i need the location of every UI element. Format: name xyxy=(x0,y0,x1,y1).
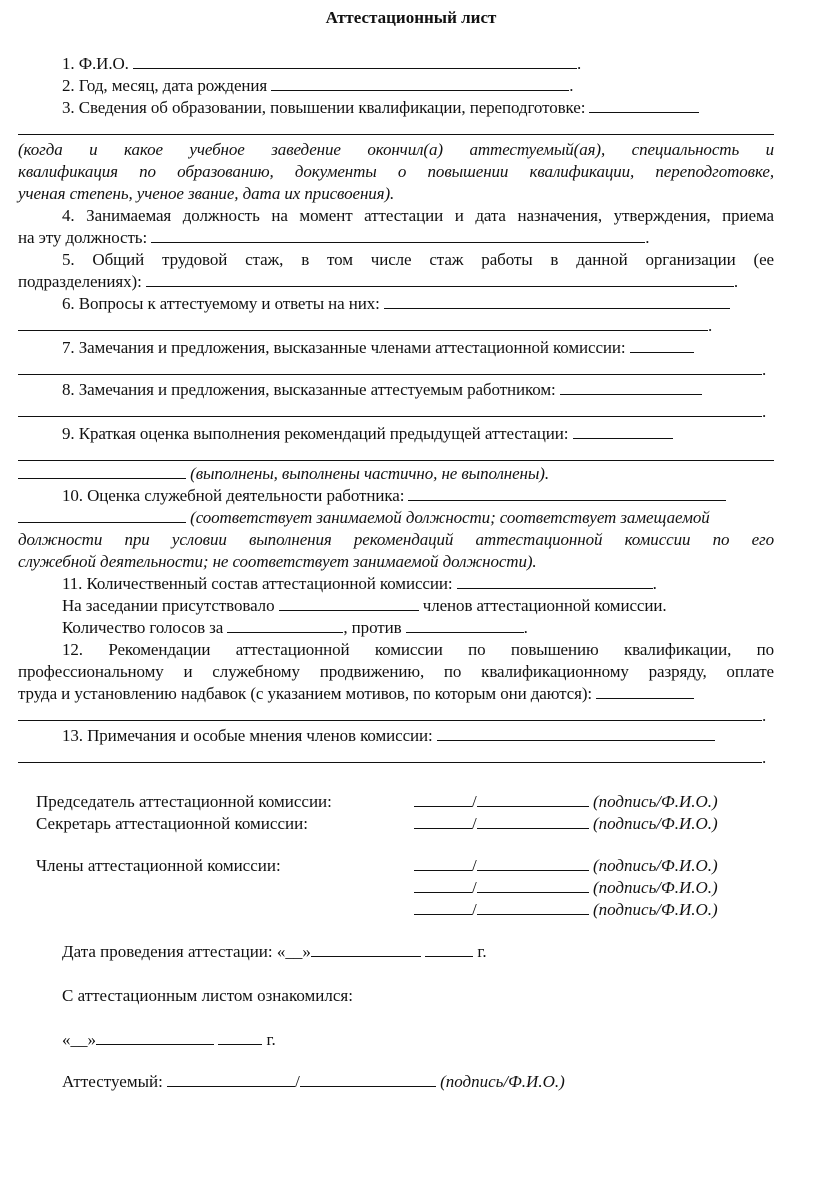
commission-remarks-field[interactable] xyxy=(630,338,694,353)
commission-remarks-line[interactable] xyxy=(18,374,762,375)
item-10 xyxy=(62,486,726,506)
item-3-note-3: ученая степень, ученое звание, дата их присвоения). xyxy=(18,184,395,203)
item-9 xyxy=(62,424,673,444)
attested-slash: / xyxy=(295,1072,300,1091)
attestation-date-label: Дата проведения аттестации: «__» xyxy=(62,942,311,961)
item-4-line-1: 4. Занимаемая должность на момент аттестации и дата назначения, утверждения, приема xyxy=(62,206,774,225)
item-10-label: 10. Оценка служебной деятельности работника: xyxy=(62,486,405,505)
member-3-name-field[interactable] xyxy=(477,900,589,915)
item-12-line-2: профессиональному и служебному продвижению, по квалификационному разряду, оплате xyxy=(18,662,774,681)
recommendations-line[interactable] xyxy=(18,720,762,721)
item-9-note-line xyxy=(18,464,549,484)
attested-sign-field[interactable] xyxy=(167,1072,295,1087)
commission-size-field[interactable] xyxy=(457,574,653,589)
acquainted-year-field[interactable] xyxy=(218,1030,262,1045)
attested-signature xyxy=(62,1072,565,1092)
item-2: 2. Год, месяц, дата рождения . xyxy=(62,76,574,95)
attestation-sheet: Аттестационный лист 1. Ф.И.О. . 2. Год, месяц, дата рождения . 3. Сведения об образовании, повышении квалификации, переподготовке: (когда и какое учебное заведение окончил(а) аттестуемый(ая), специальность и квалификация по образованию, документы о повышении квалификации, переподготовке, ученая степень, ученое звание, дата их присвоения). 4. Занимаемая должность на момент аттестации и дата назначения, утверждения, приема на эту должность: . 5. Общий трудовой стаж, в том числе стаж работы в данной организации (ее подразделениях): . 6. Вопросы к аттестуемому и ответы на них: . 7. Замечания и предложения, высказанные членами аттестационной комиссии: . 8. Замечания и предложения, высказанные аттестуемым работником: . 9. Краткая оценка выполнения рекомендаций предыдущей аттестации: (выполнены, выполнены частично, не выполнены). 10. Оценка служебной деятельности работника: (соответствует занимаемой должности; соответствует замещаемой должности при условии выполнения рекомендаций аттестационной комиссии по его служебной деятельности; не соответствует занимаемой должности). 11. Количественный состав аттестационной комиссии: . На заседании присутствовало членов аттестационной комиссии. Количество голосов за , против . 12. Рекомендации аттестационной комиссии по повышению квалификации, по профессиональному и служебному продвижению, по квалификационному разряду, оплате труда и установлению надбавок (с указанием мотивов, по которым они даются): . 13. Примечания и особые мнения членов комиссии: . Председатель аттестационной комиссии: / (подпись/Ф.И.О.) Секретарь аттестационной комиссии: / (подпись/Ф.И.О.) Члены аттестационной комиссии: / (подпись/Ф.И.О.) / (подпись/Ф.И.О.) / (подпись/Ф.И.О.) Дата проведения аттестации: «__» г. С аттестационным листом ознакомился: «__» г. Аттестуемый: / (подпись/Ф.И.О.) xyxy=(0,0,822,1200)
performance-assessment-field[interactable] xyxy=(408,486,726,501)
questions-line[interactable] xyxy=(18,330,708,331)
member-1-hint: (подпись/Ф.И.О.) xyxy=(592,856,718,875)
recommendations-field[interactable] xyxy=(596,684,694,699)
member-3-hint: (подпись/Ф.И.О.) xyxy=(592,900,718,919)
chairman-sign-field[interactable] xyxy=(414,792,472,807)
acquainted-quote: «__» xyxy=(62,1030,96,1049)
item-11: 11. Количественный состав аттестационной комиссии: . xyxy=(62,574,657,593)
member-signature-1: / (подпись/Ф.И.О.) xyxy=(414,856,718,876)
item-5-label: подразделениях): xyxy=(18,272,142,291)
notes-field[interactable] xyxy=(437,726,715,741)
member-2-hint: (подпись/Ф.И.О.) xyxy=(592,878,718,897)
member-1-sign-field[interactable] xyxy=(414,856,472,871)
document-title: Аттестационный лист xyxy=(325,8,497,27)
fio-field[interactable] xyxy=(133,54,577,69)
notes-line[interactable] xyxy=(18,762,762,763)
member-1-name-field[interactable] xyxy=(477,856,589,871)
votes-for-field[interactable] xyxy=(227,618,343,633)
employee-remarks-line[interactable] xyxy=(18,416,762,417)
member-3-sign-field[interactable] xyxy=(414,900,472,915)
item-11-label: 11. Количественный состав аттестационной комиссии: xyxy=(62,574,453,593)
item-11-present xyxy=(62,596,667,616)
secretary-label: Секретарь аттестационной комиссии: xyxy=(36,814,308,833)
education-field[interactable] xyxy=(589,98,699,113)
item-7 xyxy=(62,338,694,358)
chairman-hint: (подпись/Ф.И.О.) xyxy=(592,792,718,811)
birth-date-field[interactable] xyxy=(271,76,569,91)
item-8-label: 8. Замечания и предложения, высказанные аттестуемым работником: xyxy=(62,380,556,399)
education-line[interactable] xyxy=(18,134,774,135)
attested-hint: (подпись/Ф.И.О.) xyxy=(440,1072,565,1091)
item-3 xyxy=(62,98,699,118)
votes-for-label: Количество голосов за xyxy=(62,618,224,637)
votes-against-label: , против xyxy=(343,618,402,637)
item-10-note-line-1 xyxy=(18,508,710,528)
member-2-sign-field[interactable] xyxy=(414,878,472,893)
acquainted-label: С аттестационным листом ознакомился: xyxy=(62,986,353,1005)
attested-name-field[interactable] xyxy=(300,1072,436,1087)
item-6-label: 6. Вопросы к аттестуемому и ответы на них: xyxy=(62,294,380,313)
member-signature-2: / (подпись/Ф.И.О.) xyxy=(414,878,718,898)
item-10-note-1: (соответствует занимаемой должности; соответствует замещаемой xyxy=(190,508,710,527)
item-13 xyxy=(62,726,715,746)
attestation-month-field[interactable] xyxy=(311,942,421,957)
position-field[interactable] xyxy=(151,228,645,243)
secretary-signature: / (подпись/Ф.И.О.) xyxy=(414,814,718,834)
item-8 xyxy=(62,380,702,400)
item-9-note: (выполнены, выполнены частично, не выполнены). xyxy=(190,464,550,483)
item-5-line-2: подразделениях): . xyxy=(18,272,739,291)
item-5-line-1: 5. Общий трудовой стаж, в том числе стаж работы в данной организации (ее xyxy=(62,250,774,269)
attested-label: Аттестуемый: xyxy=(62,1072,163,1091)
item-7-label: 7. Замечания и предложения, высказанные членами аттестационной комиссии: xyxy=(62,338,626,357)
item-3-note-1: (когда и какое учебное заведение окончил(а) аттестуемый(ая), специальность и xyxy=(18,140,774,159)
secretary-hint: (подпись/Ф.И.О.) xyxy=(592,814,718,833)
attestation-date xyxy=(62,942,487,962)
present-count-field[interactable] xyxy=(279,596,419,611)
members-label: Члены аттестационной комиссии: xyxy=(36,856,281,875)
present-suffix: членов аттестационной комиссии. xyxy=(422,596,667,615)
member-signature-3: / (подпись/Ф.И.О.) xyxy=(414,900,718,920)
member-2-name-field[interactable] xyxy=(477,878,589,893)
attestation-year-suffix: г. xyxy=(477,942,487,961)
item-13-label: 13. Примечания и особые мнения членов комиссии: xyxy=(62,726,433,745)
item-10-note-3: служебной деятельности; не соответствует занимаемой должности). xyxy=(18,552,537,571)
experience-field[interactable] xyxy=(146,272,734,287)
item-12-label: труда и установлению надбавок (с указанием мотивов, по которым они даются): xyxy=(18,684,593,703)
previous-recommendations-result-field[interactable] xyxy=(18,464,186,479)
item-10-note-2: должности при условии выполнения рекомендаций аттестационной комиссии по его xyxy=(18,530,774,549)
attestation-year-field[interactable] xyxy=(425,942,473,957)
item-4-line-2: на эту должность: . xyxy=(18,228,650,247)
item-2-label: 2. Год, месяц, дата рождения xyxy=(62,76,268,95)
votes-against-field[interactable] xyxy=(406,618,524,633)
item-3-note-2: квалификация по образованию, документы о повышении квалификации, переподготовке, xyxy=(18,162,774,181)
secretary-sign-field[interactable] xyxy=(414,814,472,829)
secretary-name-field[interactable] xyxy=(477,814,589,829)
item-3-label: 3. Сведения об образовании, повышении квалификации, переподготовке: xyxy=(62,98,586,117)
item-1-label: 1. Ф.И.О. xyxy=(62,54,129,73)
item-1: 1. Ф.И.О. . xyxy=(62,54,582,73)
employee-remarks-field[interactable] xyxy=(560,380,702,395)
chairman-name-field[interactable] xyxy=(477,792,589,807)
questions-field[interactable] xyxy=(384,294,730,309)
acquainted-year-suffix: г. xyxy=(266,1030,276,1049)
item-12-line-3 xyxy=(18,684,694,704)
previous-recommendations-line[interactable] xyxy=(18,460,774,461)
acquainted-month-field[interactable] xyxy=(96,1030,214,1045)
item-11-votes: Количество голосов за , против . xyxy=(62,618,528,637)
performance-result-field[interactable] xyxy=(18,508,186,523)
present-label: На заседании присутствовало xyxy=(62,596,275,615)
item-12-line-1: 12. Рекомендации аттестационной комиссии по повышению квалификации, по xyxy=(62,640,774,659)
chairman-signature: / (подпись/Ф.И.О.) xyxy=(414,792,718,812)
item-6 xyxy=(62,294,730,314)
item-9-label: 9. Краткая оценка выполнения рекомендаций предыдущей аттестации: xyxy=(62,424,569,443)
acquainted-date xyxy=(62,1030,276,1050)
chairman-label: Председатель аттестационной комиссии: xyxy=(36,792,332,811)
previous-recommendations-field[interactable] xyxy=(573,424,673,439)
item-4-label: на эту должность: xyxy=(18,228,148,247)
